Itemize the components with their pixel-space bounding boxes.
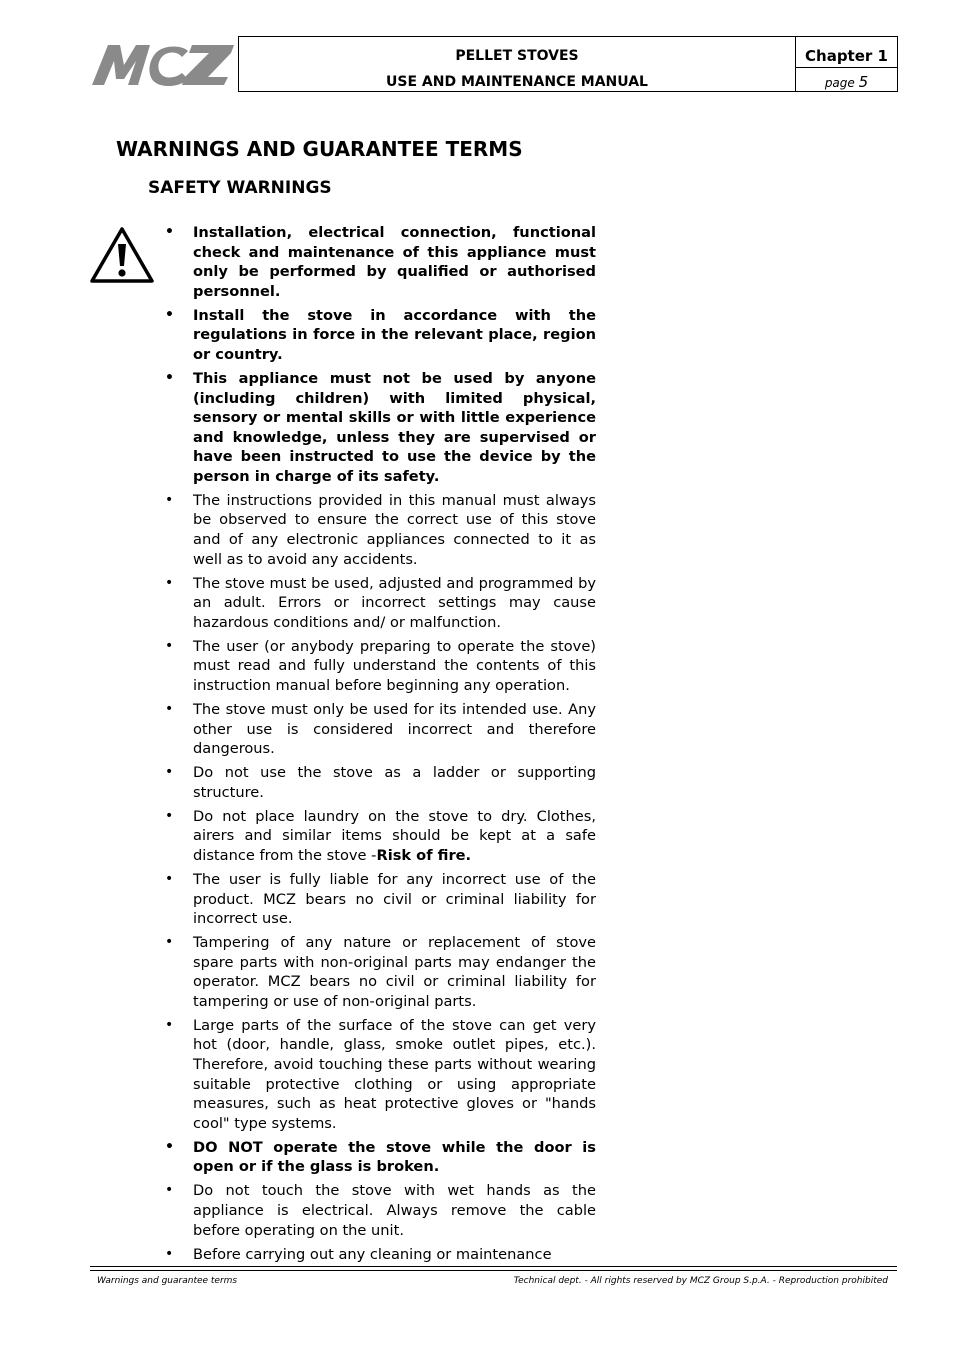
bullet-icon: •: [165, 807, 174, 824]
bullet-icon: •: [165, 306, 174, 323]
warning-text: Before carrying out any cleaning or maintenance: [193, 1245, 552, 1263]
warning-item: [160, 933, 596, 1011]
header-manual-title: USE AND MAINTENANCE MANUAL: [386, 74, 648, 90]
warning-text: Install the stove in accordance with the regulations in force in the relevant place, region or country.: [193, 306, 596, 363]
header-title-box: [238, 36, 796, 92]
bullet-icon: •: [165, 224, 174, 240]
bullet-icon: •: [165, 574, 174, 591]
warning-item: [160, 574, 596, 633]
warning-text: The user is fully liable for any incorrect use of the product. MCZ bears no civil or criminal liability for incorrect use.: [193, 870, 596, 928]
warning-text: Tampering of any nature or replacement of stove spare parts with non-original parts may endanger the operator. MCZ bears no civil or criminal liability for tampering or use of non-original parts.: [193, 934, 596, 1010]
warning-item: [160, 223, 596, 301]
warning-text: Do not place laundry on the stove to dry. Clothes, airers and similar items should be kept at a safe distance from the stove -: [193, 807, 596, 864]
bullet-icon: •: [165, 934, 174, 951]
safety-warnings-list: [160, 223, 596, 1269]
warning-item: [160, 763, 596, 802]
bullet-icon: •: [165, 637, 174, 654]
bullet-icon: •: [165, 1138, 174, 1155]
chapter-box: [795, 36, 898, 92]
warning-item: [160, 870, 596, 929]
warning-text: Do not touch the stove with wet hands as the appliance is electrical. Always remove the cable before operating on the unit.: [193, 1182, 596, 1239]
warning-text: DO NOT operate the stove while the door is open or if the glass is broken.: [193, 1138, 596, 1176]
section-title: SAFETY WARNINGS: [148, 178, 332, 198]
warning-item: [160, 1138, 596, 1177]
page-label: page: [824, 76, 855, 90]
chapter-label: Chapter 1: [796, 37, 897, 68]
header-product: PELLET STOVES: [455, 48, 579, 64]
footer-divider: [90, 1266, 897, 1267]
warning-text: Large parts of the surface of the stove can get very hot (door, handle, glass, smoke outlet pipes, etc.). Therefore, avoid touching these parts without wearing suitable protective clothing or using appropriate measures, such as heat protective gloves or "hands cool" type systems.: [193, 1016, 596, 1132]
warning-item: [160, 491, 596, 569]
bullet-icon: •: [165, 1016, 174, 1033]
bullet-icon: •: [165, 491, 174, 508]
warning-emphasis: Risk of fire.: [376, 846, 472, 864]
bullet-icon: •: [165, 1245, 174, 1262]
warning-item: [160, 1245, 596, 1265]
bullet-icon: •: [165, 369, 174, 386]
warning-item: [160, 1181, 596, 1240]
mcz-logo: [92, 43, 234, 87]
page-title: WARNINGS AND GUARANTEE TERMS: [116, 137, 523, 161]
warning-item: [160, 369, 596, 487]
warning-text: The stove must only be used for its intended use. Any other use is considered incorrect and therefore dangerous.: [193, 701, 596, 758]
warning-item: [160, 306, 596, 365]
warning-text: The user (or anybody preparing to operate the stove) must read and fully understand the contents of this instruction manual before beginning any operation.: [193, 637, 596, 695]
warning-text: Do not use the stove as a ladder or supporting structure.: [193, 764, 596, 801]
page-number: 5: [858, 73, 869, 91]
bullet-icon: •: [165, 764, 174, 781]
warning-text: This appliance must not be used by anyone (including children) with limited physical, sensory or mental skills or with little experience and knowledge, unless they are supervised or have been instructed to use the device by the person in charge of its safety.: [193, 369, 596, 485]
warning-text: Installation, electrical connection, functional check and maintenance of this appliance must only be performed by qualified or authorised personnel.: [193, 224, 596, 300]
warning-item: [160, 807, 596, 866]
warning-text: The instructions provided in this manual must always be observed to ensure the correct use of this stove and of any electronic appliances connected to it as well as to avoid any accidents.: [193, 491, 596, 568]
warning-item: [160, 637, 596, 696]
warning-item: [160, 1016, 596, 1134]
warning-triangle-icon: [90, 226, 154, 284]
footer-copyright: Technical dept. - All rights reserved by MCZ Group S.p.A. - Reproduction prohibited: [513, 1276, 888, 1286]
bullet-icon: •: [165, 701, 174, 717]
bullet-icon: •: [165, 870, 174, 887]
bullet-icon: •: [165, 1182, 174, 1199]
warning-item: [160, 700, 596, 759]
page-indicator: [796, 73, 897, 91]
warning-text: The stove must be used, adjusted and programmed by an adult. Errors or incorrect settings may cause hazardous conditions and/ or malfunction.: [193, 574, 596, 631]
footer-section-name: Warnings and guarantee terms: [97, 1276, 238, 1286]
footer-divider-secondary: [90, 1270, 897, 1271]
